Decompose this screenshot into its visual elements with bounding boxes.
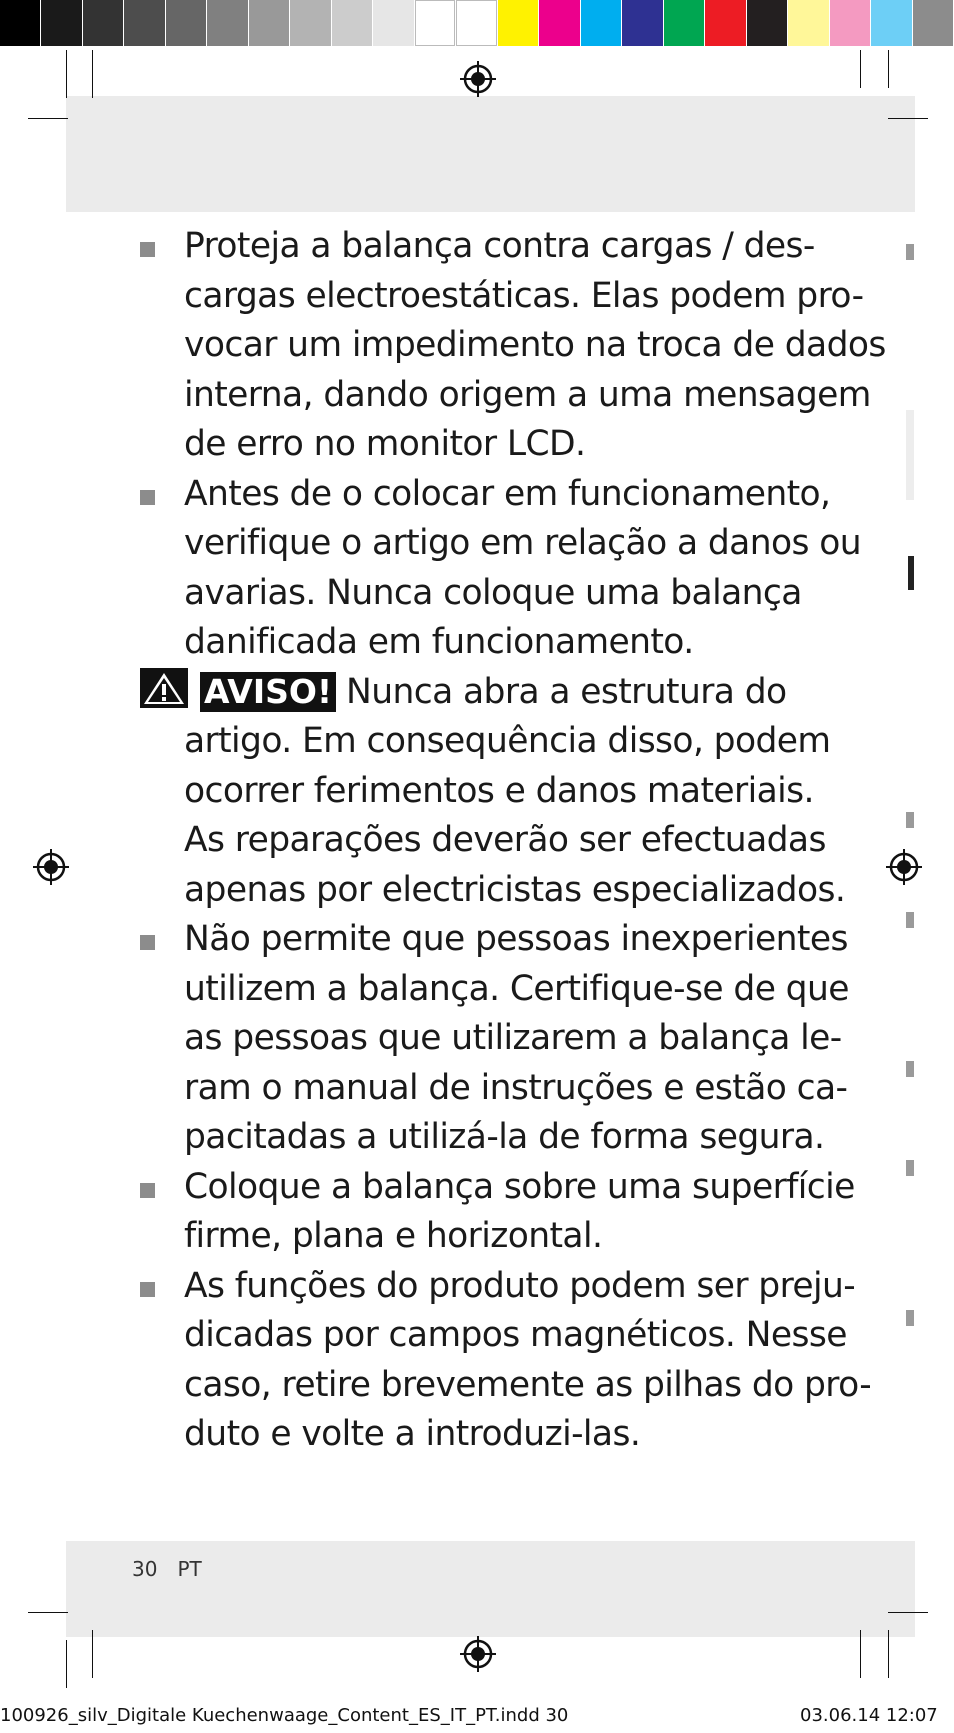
color-swatch (166, 0, 207, 46)
text-line: Antes de o colocar em funcionamento, (184, 473, 831, 514)
adjacent-page-fragment (908, 556, 914, 590)
text-line: ram o manual de instruções e estão ca- (184, 1067, 848, 1108)
color-swatch (622, 0, 663, 46)
text-line: artigo. Em consequência disso, podem (184, 721, 831, 761)
color-swatch (664, 0, 705, 46)
color-swatch (788, 0, 829, 46)
crop-mark (888, 1612, 928, 1613)
crop-mark (860, 50, 861, 88)
text-line: vocar um impedimento na troca de dados (184, 325, 886, 365)
adjacent-page-fragment (906, 244, 914, 260)
slug-date: 03.06.14 12:07 (800, 1705, 938, 1726)
crop-mark (860, 1630, 861, 1678)
text-line: caso, retire brevemente as pilhas do pro- (184, 1364, 872, 1405)
registration-mark-icon (884, 847, 924, 887)
registration-mark-icon (458, 1634, 498, 1674)
text-line: as pessoas que utilizarem a balança le- (184, 1018, 842, 1058)
color-swatch (581, 0, 622, 46)
color-swatch (415, 0, 456, 46)
color-swatch (498, 0, 539, 46)
text-line: Coloque a balança sobre uma superfície (184, 1166, 855, 1207)
page-number: 30 (132, 1557, 158, 1581)
text-line: danificada em funcionamento. (184, 622, 694, 662)
warning-triangle-icon (140, 668, 188, 708)
color-swatch (705, 0, 746, 46)
color-swatch (124, 0, 165, 46)
registration-mark-icon (458, 59, 498, 99)
color-swatch (871, 0, 912, 46)
text-line: As reparações deverão ser efectuadas (184, 820, 826, 860)
bullet-square-icon (140, 1183, 155, 1198)
language-code: PT (177, 1557, 202, 1581)
adjacent-page-fragment (906, 410, 914, 500)
color-swatch (332, 0, 373, 46)
crop-mark (28, 118, 68, 119)
text-line: cargas electroestáticas. Elas podem pro- (184, 275, 864, 316)
color-swatch (290, 0, 331, 46)
text-line: de erro no monitor LCD. (184, 424, 586, 464)
text-line: avarias. Nunca coloque uma balança (184, 572, 802, 613)
list-item (140, 1262, 872, 1460)
warning-item (140, 668, 846, 916)
text-line: verifique o artigo em relação a danos ou (184, 523, 861, 563)
bullet-square-icon (140, 935, 155, 950)
text-line: ocorrer ferimentos e danos materiais. (184, 770, 814, 811)
color-swatch (373, 0, 414, 46)
crop-mark (92, 1630, 93, 1678)
slug-filename: 100926_silv_Digitale Kuechenwaage_Content_ES_IT_PT.indd 30 (0, 1705, 569, 1726)
crop-mark (66, 1640, 67, 1688)
header-band (66, 96, 915, 212)
text-line: pacitadas a utilizá-la de forma segura. (184, 1117, 825, 1157)
color-swatch (456, 0, 497, 46)
crop-mark (92, 50, 93, 98)
color-swatch (0, 0, 41, 46)
text-line: Nunca abra a estrutura do (346, 671, 787, 712)
list-item (140, 915, 849, 1163)
list-item (140, 470, 861, 668)
bullet-square-icon (140, 490, 155, 505)
text-line: duto e volte a introduzi-las. (184, 1414, 641, 1454)
adjacent-page-fragment (906, 1160, 914, 1176)
text-line: apenas por electricistas especializados. (184, 869, 846, 910)
bullet-square-icon (140, 1282, 155, 1297)
text-line: As funções do produto podem ser preju- (184, 1265, 856, 1306)
registration-mark-icon (31, 847, 71, 887)
safety-instructions (140, 222, 886, 1460)
text-line: Proteja a balança contra cargas / des- (184, 226, 815, 266)
adjacent-page-fragment (906, 812, 914, 828)
bullet-square-icon (140, 242, 155, 257)
crop-mark (888, 50, 889, 88)
list-item (140, 1163, 855, 1262)
text-line: dicadas por campos magnéticos. Nesse (184, 1315, 847, 1355)
list-item (140, 222, 886, 470)
crop-mark (28, 1612, 68, 1613)
text-line: Não permite que pessoas inexperientes (184, 919, 848, 959)
color-swatch (747, 0, 788, 46)
crop-mark (888, 1630, 889, 1678)
color-swatch (207, 0, 248, 46)
color-swatch (83, 0, 124, 46)
adjacent-page-fragment (906, 1061, 914, 1077)
adjacent-page-fragment (906, 912, 914, 928)
warning-heading-line (140, 668, 830, 718)
color-swatch (830, 0, 871, 46)
page-footer (132, 1557, 222, 1581)
footer-band (66, 1541, 915, 1637)
warning-badge: AVISO! (200, 672, 336, 712)
color-swatch (41, 0, 82, 46)
adjacent-page-fragment (906, 1310, 914, 1326)
text-line: interna, dando origem a uma mensagem (184, 374, 871, 415)
text-line: firme, plana e horizontal. (184, 1216, 603, 1256)
color-swatch (249, 0, 290, 46)
crop-mark (66, 50, 67, 98)
crop-mark (888, 118, 928, 119)
color-swatch (913, 0, 954, 46)
color-calibration-bar (0, 0, 954, 46)
color-swatch (539, 0, 580, 46)
text-line: utilizem a balança. Certifique-se de que (184, 968, 849, 1009)
